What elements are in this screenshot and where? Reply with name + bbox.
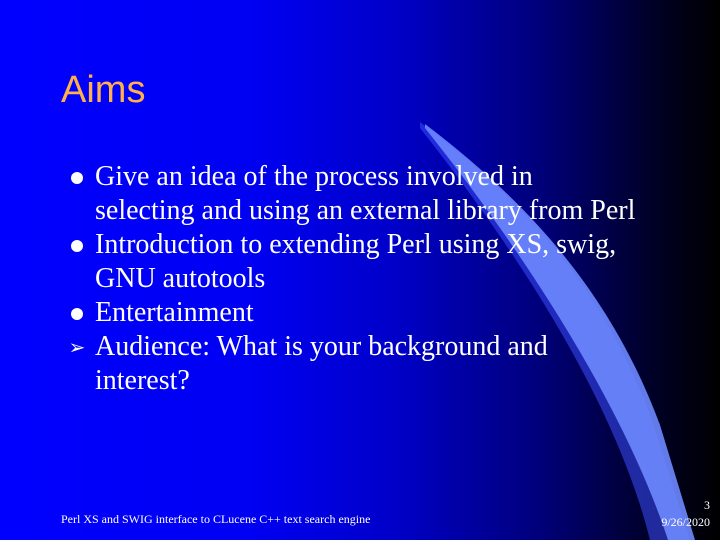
bullet-text: Introduction to extending Perl using XS, swig, GNU autotools: [95, 229, 617, 294]
bullet-list: [66, 160, 636, 398]
slide-date: 9/26/2020: [661, 515, 710, 529]
bullet-item: [66, 330, 636, 398]
bullet-text: Entertainment: [95, 297, 254, 328]
slide-number: 3: [704, 498, 710, 512]
bullet-arrow-icon: ➢: [68, 335, 86, 359]
bullet-item: [66, 296, 636, 330]
bullet-dot-icon: [66, 160, 88, 194]
bullet-text: Give an idea of the process involved in selecting and using an external library from Perl: [95, 161, 636, 226]
slide-footer: Perl XS and SWIG interface to CLucene C++ text search engine: [61, 512, 371, 526]
bullet-text: Audience: What is your background and interest?: [95, 331, 548, 396]
bullet-dot-icon: [66, 296, 88, 330]
bullet-dot-icon: [66, 228, 88, 262]
bullet-item: [66, 228, 636, 296]
bullet-item: [66, 160, 636, 228]
slide-title: Aims: [61, 69, 146, 111]
